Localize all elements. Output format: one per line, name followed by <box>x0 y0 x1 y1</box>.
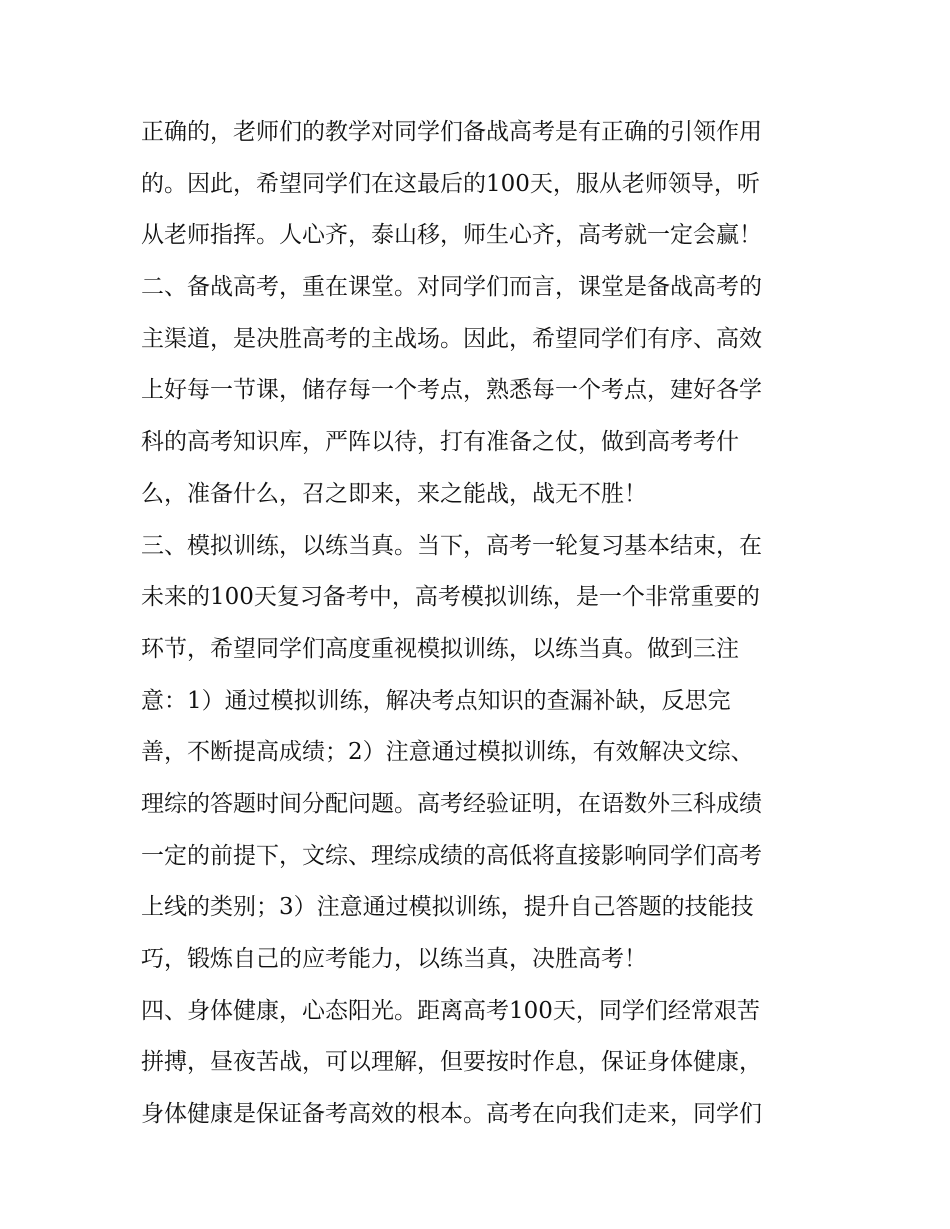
text-line: 未来的100天复习备考中，高考模拟训练，是一个非常重要的 <box>141 584 760 611</box>
text-line: 四、身体健康，心态阳光。距离高考100天，同学们经常艰苦 <box>141 997 760 1024</box>
text-line: 科的高考知识库，严阵以待，打有准备之仗，做到高考考什 <box>141 429 739 456</box>
text-line: 拼搏，昼夜苦战，可以理解，但要按时作息，保证身体健康， <box>141 1049 762 1076</box>
text-line: 主渠道，是决胜高考的主战场。因此，希望同学们有序、高效 <box>141 325 762 352</box>
text-line: 上好每一节课，储存每一个考点，熟悉每一个考点，建好各学 <box>141 377 762 404</box>
text-line: 环节，希望同学们高度重视模拟训练，以练当真。做到三注 <box>141 635 739 662</box>
text-line: 上线的类别；3）注意通过模拟训练，提升自己答题的技能技 <box>141 894 754 921</box>
text-line: 正确的，老师们的教学对同学们备战高考是有正确的引领作用 <box>141 119 762 145</box>
text-line: 三、模拟训练，以练当真。当下，高考一轮复习基本结束，在 <box>141 532 762 559</box>
text-line: 身体健康是保证备考高效的根本。高考在向我们走来，同学们 <box>141 1101 762 1128</box>
text-line: 么，准备什么，召之即来，来之能战，战无不胜！ <box>141 480 647 507</box>
text-line: 巧，锻炼自己的应考能力，以练当真，决胜高考！ <box>141 946 647 972</box>
text-line: 一定的前提下，文综、理综成绩的高低将直接影响同学们高考 <box>141 842 762 869</box>
text-line: 二、备战高考，重在课堂。对同学们而言，课堂是备战高考的 <box>141 274 762 301</box>
text-line: 的。因此，希望同学们在这最后的100天，服从老师领导，听 <box>141 170 760 197</box>
text-line: 理综的答题时间分配问题。高考经验证明，在语数外三科成绩 <box>141 790 762 817</box>
text-line: 意：1）通过模拟训练，解决考点知识的查漏补缺，反思完 <box>141 687 731 714</box>
body-text <box>141 107 821 1141</box>
text-line: 善，不断提高成绩；2）注意通过模拟训练，有效解决文综、 <box>141 739 754 766</box>
text-line: 从老师指挥。人心齐，泰山移，师生心齐，高考就一定会赢！ <box>141 222 762 249</box>
